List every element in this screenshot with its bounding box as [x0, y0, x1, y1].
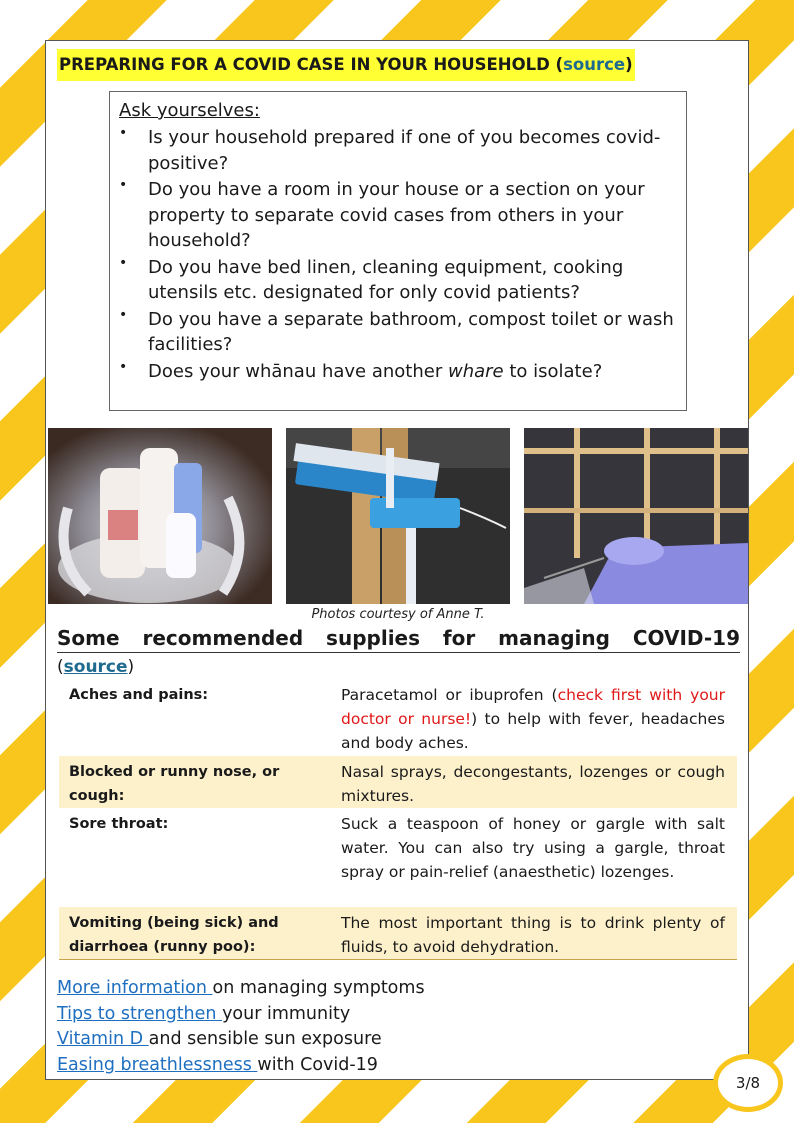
- remedy-cell: The most important thing is to drink plenty of fluids, to avoid dehydration.: [331, 907, 737, 960]
- question-text: Is your household prepared if one of you becomes covid-positive?: [148, 127, 661, 174]
- source-close-paren: ): [127, 657, 135, 677]
- list-item: [57, 1002, 425, 1028]
- broom-and-mop-photo: [286, 428, 510, 604]
- question-text-before: Does your whānau have another: [148, 360, 448, 382]
- title-close-paren: ): [625, 55, 633, 74]
- supplies-source-link[interactable]: source: [63, 657, 128, 677]
- remedy-warning: check first with your doctor or nurse!: [341, 686, 725, 728]
- supplies-source: [57, 654, 134, 680]
- list-item: [119, 255, 676, 306]
- remedy-cell: [331, 679, 737, 756]
- bullet-icon: •: [119, 177, 128, 193]
- question-text: Do you have a separate bathroom, compost toilet or wash facilities?: [148, 308, 674, 355]
- photo-strip: [48, 428, 748, 605]
- page-title: [57, 49, 635, 81]
- breathlessness-link[interactable]: Easing breathlessness: [57, 1054, 258, 1075]
- link-description: your immunity: [222, 1003, 351, 1024]
- bullet-icon: •: [119, 125, 128, 141]
- ask-yourselves-box: [109, 91, 687, 411]
- question-text-after: to isolate?: [503, 360, 603, 382]
- question-text: Do you have bed linen, cleaning equipment, cooking utensils etc. designated for only covid patients?: [148, 256, 624, 303]
- list-item: [57, 1027, 425, 1053]
- remedy-text-after: ) to help with fever, headaches and body aches.: [341, 710, 725, 752]
- list-item: [119, 177, 676, 254]
- question-text-italic: whare: [447, 360, 504, 382]
- list-item: [57, 1053, 425, 1079]
- bullet-icon: •: [119, 358, 128, 375]
- symptom-cell: Blocked or runny nose, or cough:: [59, 756, 331, 808]
- link-description: with Covid-19: [257, 1054, 378, 1075]
- bullet-icon: •: [119, 306, 128, 323]
- page-number-badge: 3/8: [713, 1054, 783, 1112]
- link-description: and sensible sun exposure: [148, 1029, 382, 1049]
- remedy-cell: Nasal sprays, decongestants, lozenges or cough mixtures.: [331, 756, 737, 808]
- isolation-bed-photo: [524, 428, 748, 604]
- list-item: [119, 359, 676, 385]
- list-item: [119, 307, 676, 358]
- question-list: [119, 125, 676, 384]
- supplies-title: Some recommended supplies for managing COVID-19: [57, 625, 740, 653]
- table-row: [59, 756, 737, 808]
- ask-heading: Ask yourselves:: [119, 100, 260, 121]
- vitamin-d-link[interactable]: Vitamin D: [57, 1029, 149, 1049]
- photo-caption: Photos courtesy of Anne T.: [311, 607, 485, 622]
- symptom-cell: Aches and pains:: [69, 687, 209, 703]
- source-open-paren: (: [57, 657, 64, 677]
- remedy-text: Paracetamol or ibuprofen (: [341, 686, 558, 704]
- title-text: PREPARING FOR A COVID CASE IN YOUR HOUSEHOLD (: [59, 55, 564, 74]
- title-source-link[interactable]: source: [563, 55, 626, 74]
- list-item: [57, 976, 425, 1002]
- bullet-icon: •: [119, 254, 128, 271]
- supplies-table: [59, 679, 737, 960]
- question-text: Do you have a room in your house or a section on your property to separate covid cases from others in your household?: [148, 179, 645, 251]
- table-row: [59, 679, 737, 756]
- page-card: [45, 40, 749, 1080]
- immunity-tips-link[interactable]: Tips to strengthen: [57, 1003, 223, 1024]
- remedy-cell: Suck a teaspoon of honey or gargle with salt water. You can also try using a gargle, throat spray or pain-relief (anaesthetic) lozenges.: [341, 815, 725, 881]
- symptom-cell: Sore throat:: [69, 816, 169, 832]
- list-item: [119, 125, 676, 176]
- cleaning-supplies-photo: [48, 428, 272, 604]
- table-row: [59, 907, 737, 960]
- table-row: [59, 808, 737, 907]
- link-description: on managing symptoms: [212, 978, 425, 998]
- more-information-link[interactable]: More information: [57, 978, 213, 998]
- more-links: [57, 976, 425, 1078]
- symptom-cell: Vomiting (being sick) and diarrhoea (runny poo):: [59, 907, 331, 960]
